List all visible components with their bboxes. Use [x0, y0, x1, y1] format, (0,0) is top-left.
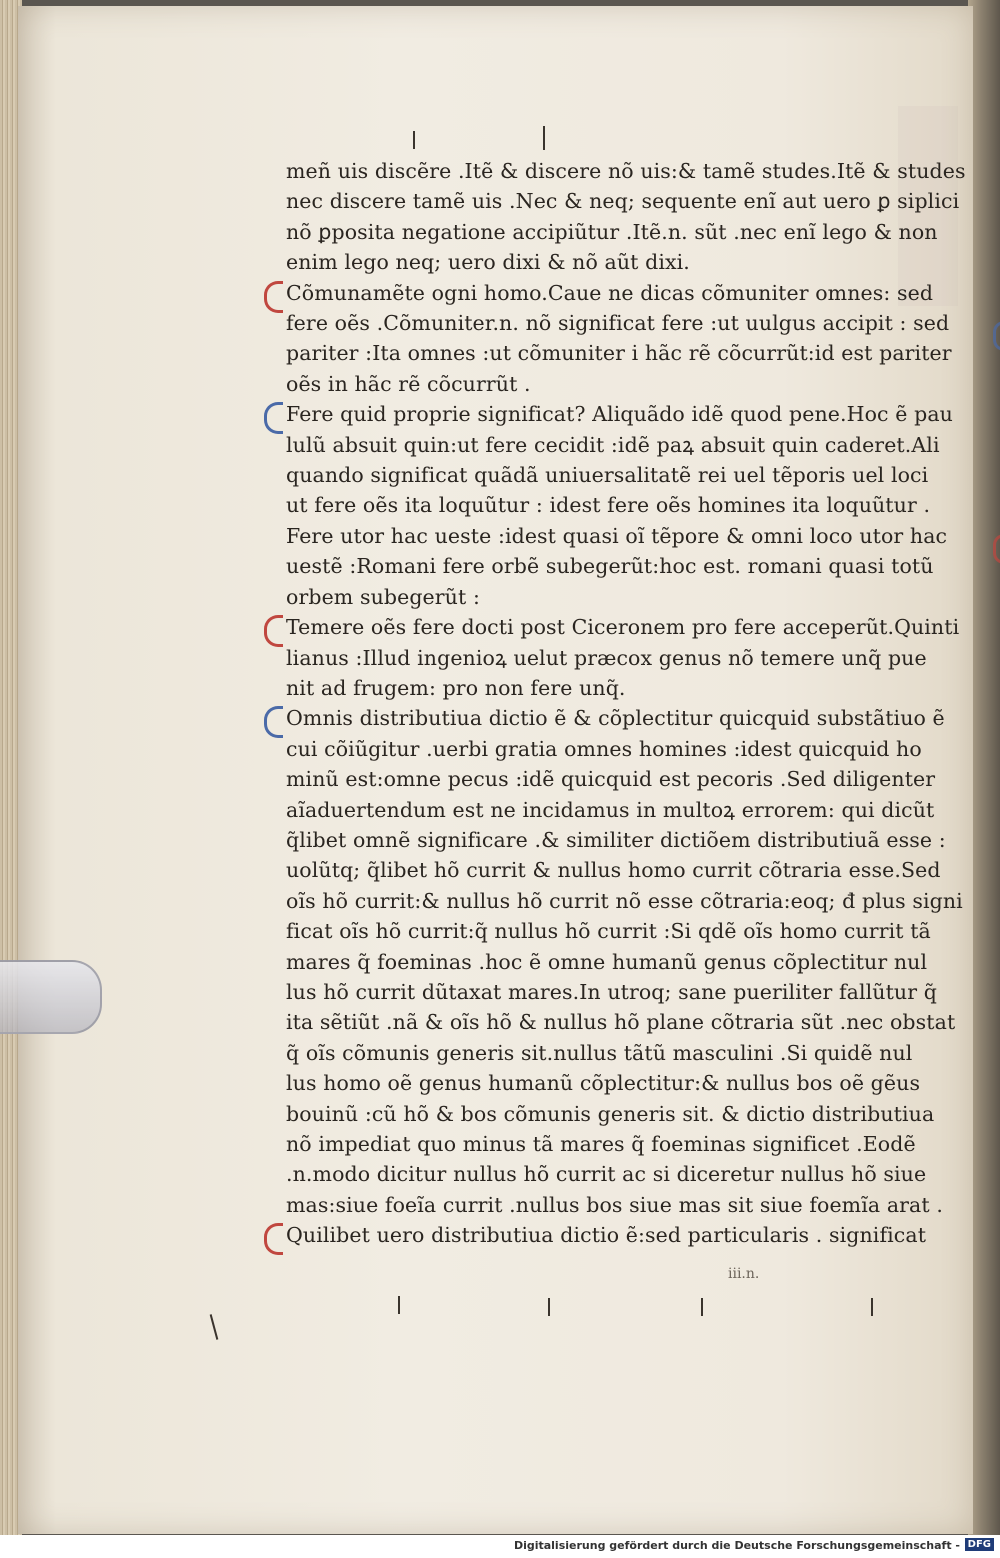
paragraph-first-line — [286, 703, 945, 733]
text-line — [286, 430, 940, 460]
text-line — [286, 1038, 926, 1068]
line-text: Cõmunamẽte ogni homo.Caue ne dicas cõmuniter omnes: sed — [286, 280, 934, 305]
rubric-paragraph-mark — [264, 1223, 283, 1255]
line-text: q̃ oĩs cõmunis generis sit.nullus tãtũ masculini .Si quidẽ nul — [286, 1040, 913, 1065]
text-line — [286, 521, 948, 551]
ruling-mark — [210, 1314, 219, 1340]
line-text: mares q̃ foeminas .hoc ẽ omne humanũ genus cõplectitur nul — [286, 949, 928, 974]
text-line — [286, 582, 926, 612]
line-text: enim lego neq; uero dixi & nõ aũt dixi. — [286, 250, 690, 275]
text-line — [286, 1129, 926, 1159]
line-text: uestẽ :Romani fere orbẽ subegerũt:hoc est. romani quasi totũ — [286, 554, 934, 579]
paragraph-first-line — [286, 399, 953, 429]
paragraph-first-line — [286, 278, 934, 308]
signature-mark: iii.n. — [728, 1266, 760, 1282]
line-text: meñ uis discẽre .Itẽ & discere nõ uis:& tamẽ studes.Itẽ & studes — [286, 159, 966, 183]
line-text: q̃libet omnẽ significare .& similiter dictiõem distributiuã esse : — [286, 827, 946, 852]
paper-clip — [0, 960, 102, 1034]
dfg-logo: DFG — [965, 1538, 994, 1551]
text-line — [286, 1099, 935, 1129]
line-text: aĩaduertendum est ne incidamus in multoꝝ errorem: qui dicũt — [286, 797, 935, 822]
text-line — [286, 673, 926, 703]
rubric-paragraph-mark — [264, 615, 283, 647]
paragraph-first-line — [286, 612, 960, 642]
ruling-mark — [548, 1298, 550, 1316]
book-page — [18, 6, 973, 1534]
rubric-paragraph-mark — [264, 402, 283, 434]
ruling-mark — [701, 1298, 703, 1316]
text-line — [286, 186, 960, 216]
line-text: uolũtq; q̃libet hõ currit & nullus homo currit cõtraria esse.Sed — [286, 858, 941, 883]
footer-bar — [0, 1535, 1000, 1558]
line-text: quando significat quãdã uniuersalitatẽ rei uel tẽporis uel loci — [286, 463, 929, 488]
line-text: lus homo oẽ genus humanũ cõplectitur:& nullus bos oẽ gẽus — [286, 1071, 921, 1096]
ruling-mark — [398, 1296, 400, 1314]
text-line — [286, 1007, 956, 1037]
ruling-mark — [543, 126, 545, 150]
text-line — [286, 247, 926, 277]
line-text: .n.modo dicitur nullus hõ currit ac si diceretur nullus hõ siue — [286, 1162, 927, 1187]
text-line — [286, 1068, 926, 1098]
rubric-paragraph-mark — [264, 706, 283, 738]
text-line — [286, 369, 926, 399]
line-text: pariter :Ita omnes :ut cõmuniter i hãc rẽ cõcurrũt:id est pariter — [286, 341, 952, 366]
line-text: ita sẽtiũt .nã & oĩs hõ & nullus hõ plane cõtraria sũt .nec obstat — [286, 1010, 956, 1035]
text-line — [286, 1190, 943, 1220]
text-line — [286, 977, 937, 1007]
footer-credit: Digitalisierung gefördert durch die Deutsche Forschungsgemeinschaft - — [513, 1539, 960, 1552]
ruling-mark — [413, 131, 415, 149]
text-block — [286, 156, 966, 1251]
line-text: minũ est:omne pecus :idẽ quicquid est pecoris .Sed diligenter — [286, 767, 936, 792]
line-text: Fere quid proprie significat? Aliquãdo idẽ quod pene.Hoc ẽ pau — [286, 402, 953, 427]
line-text: orbem subegerũt : — [286, 584, 480, 609]
text-line — [286, 308, 950, 338]
text-line — [286, 734, 926, 764]
text-line — [286, 764, 936, 794]
text-line — [286, 551, 934, 581]
text-line — [286, 338, 952, 368]
text-line — [286, 156, 966, 186]
line-text: Omnis distributiua dictio ẽ & cõplectitur quicquid substãtiuo ẽ — [286, 706, 945, 731]
paragraph-first-line — [286, 1220, 926, 1250]
text-line — [286, 795, 935, 825]
line-text: mas:siue foeĩa currit .nullus bos siue mas sit siue foemĩa arat . — [286, 1192, 943, 1217]
rubric-paragraph-mark — [264, 281, 283, 313]
ruling-mark — [871, 1298, 873, 1316]
line-text: lus hõ currit dũtaxat mares.In utroq; sane pueriliter fallũtur q̃ — [286, 979, 937, 1004]
text-line — [286, 855, 941, 885]
line-text: lianus :Illud ingenioꝝ uelut præcox genus nõ temere unq̃ pue — [286, 645, 927, 670]
line-text: fere oẽs .Cõmuniter.n. nõ significat fere :ut uulgus accipit : sed — [286, 311, 950, 336]
text-line — [286, 825, 946, 855]
text-line — [286, 643, 926, 673]
line-text: oĩs hõ currit:& nullus hõ currit nõ esse cõtraria:eoq; đ plus signi — [286, 888, 963, 913]
text-line — [286, 217, 938, 247]
text-line — [286, 886, 963, 916]
text-line — [286, 460, 929, 490]
line-text: cui cõiũgitur .uerbi gratia omnes homines :idest quicquid ho — [286, 736, 922, 761]
line-text: Fere utor hac ueste :idest quasi oĩ tẽpore & omni loco utor hac — [286, 523, 948, 548]
text-line — [286, 490, 931, 520]
line-text: oẽs in hãc rẽ cõcurrũt . — [286, 371, 531, 396]
line-text: Temere oẽs fere docti post Ciceronem pro fere acceperũt.Quinti — [286, 615, 960, 640]
text-line — [286, 916, 931, 946]
line-text: bouinũ :cũ hõ & bos cõmunis generis sit. & dictio distributiua — [286, 1101, 935, 1126]
line-text: nit ad frugem: pro non fere unq̃. — [286, 675, 626, 700]
line-text: ficat oĩs hõ currit:q̃ nullus hõ currit :Si qdẽ oĩs homo currit tã — [286, 919, 931, 944]
line-text: nõ ꝑposita negatione accipiũtur .Itẽ.n. sũt .nec enĩ lego & non — [286, 219, 938, 244]
text-line — [286, 947, 926, 977]
line-text: nec discere tamẽ uis .Nec & neq; sequente enĩ aut uero ꝑ siplici — [286, 189, 960, 214]
line-text: lulũ absuit quin:ut fere cecidit :idẽ paꝝ absuit quin caderet.Ali — [286, 432, 940, 457]
line-text: Quilibet uero distributiua dictio ẽ:sed particularis . significat — [286, 1223, 927, 1248]
text-line — [286, 1159, 926, 1189]
line-text: nõ impediat quo minus tã mares q̃ foeminas significet .Eodẽ — [286, 1132, 916, 1156]
line-text: ut fere oẽs ita loquũtur : idest fere oẽs homines ita loquũtur . — [286, 493, 931, 518]
